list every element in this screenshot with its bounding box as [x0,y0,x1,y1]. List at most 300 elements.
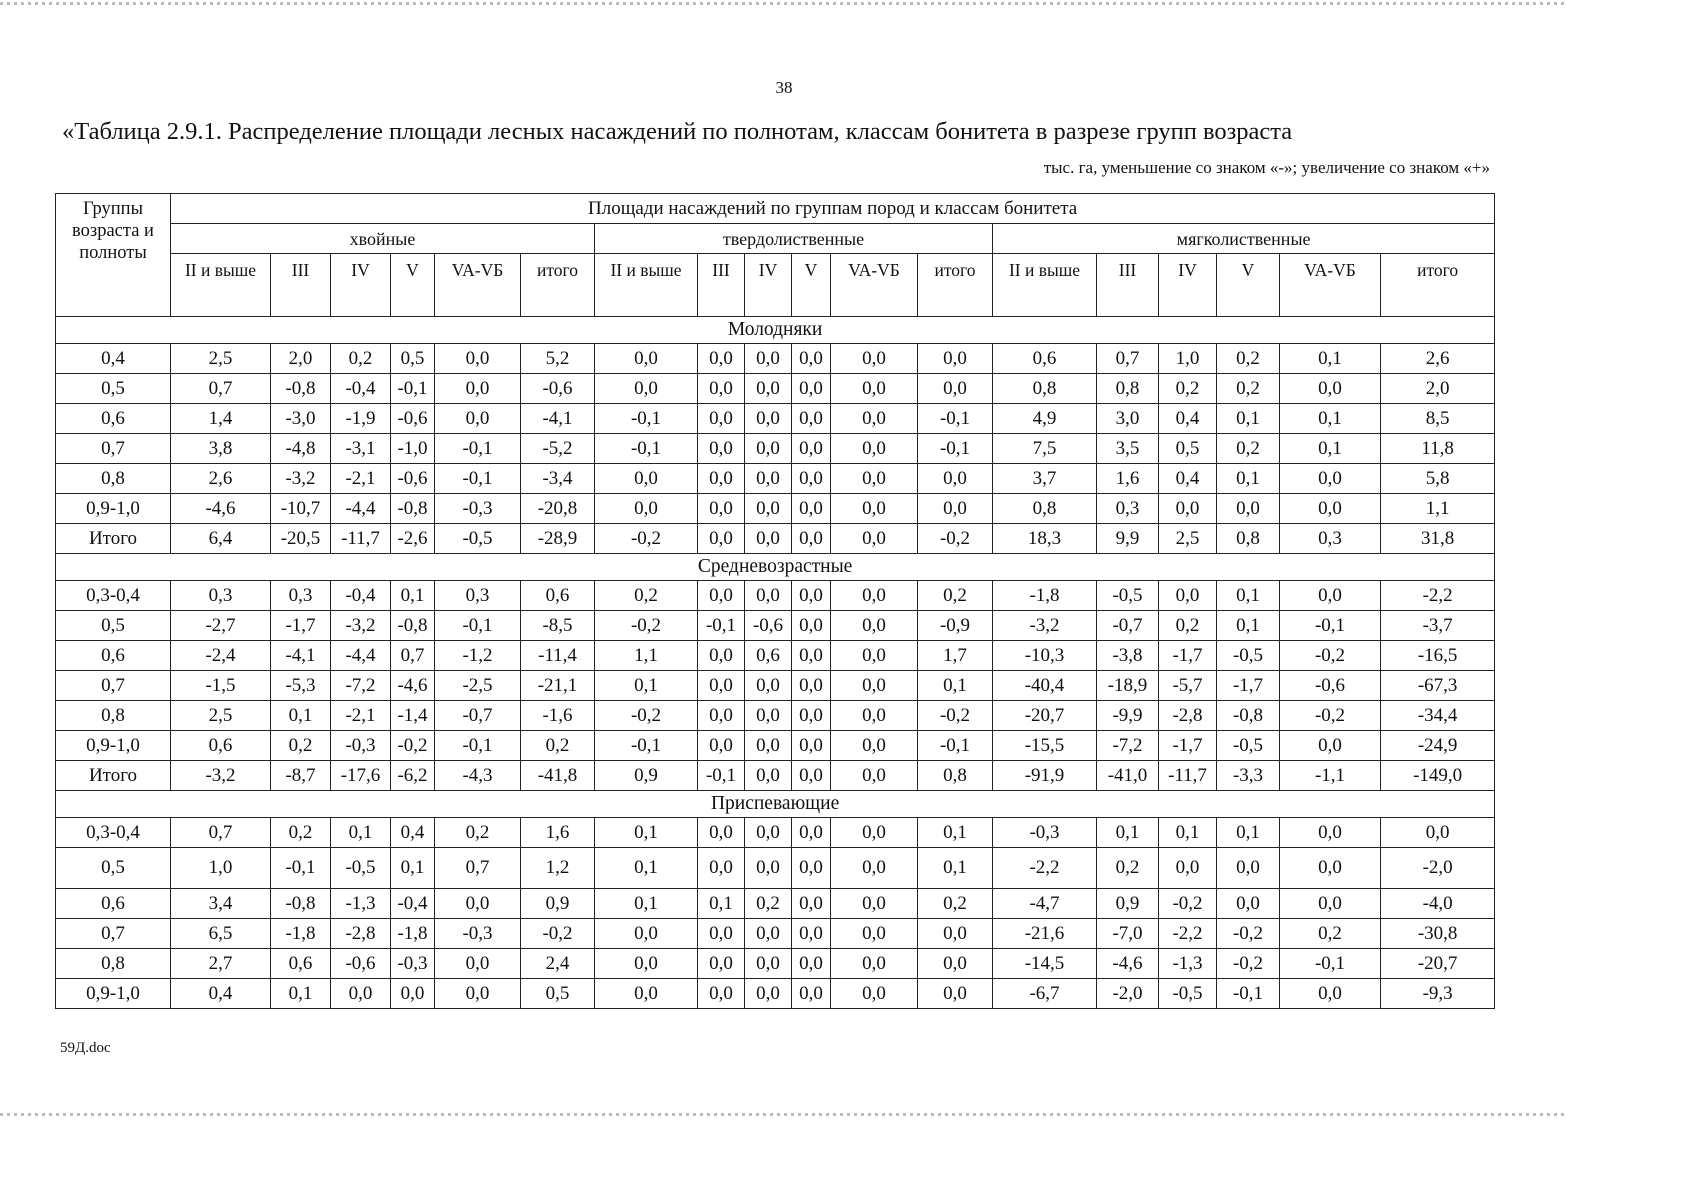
table-cell: -149,0 [1381,761,1495,791]
table-cell: 0,1 [595,848,698,889]
table-cell: -0,1 [435,731,521,761]
table-cell: 0,4 [1159,404,1217,434]
table-cell: 0,0 [595,344,698,374]
table-cell: 1,7 [918,641,993,671]
table-cell: 0,2 [918,581,993,611]
table-row [56,464,1495,494]
table-cell: -8,7 [271,761,331,791]
table-cell: 0,0 [792,464,831,494]
table-cell: 0,0 [745,701,792,731]
table-cell: -3,2 [271,464,331,494]
column-header: III [271,254,331,317]
table-cell: -0,8 [271,889,331,919]
table-cell: 0,4 [171,979,271,1009]
table-cell: 0,0 [792,581,831,611]
table-cell: -3,3 [1217,761,1280,791]
table-cell: 2,4 [521,949,595,979]
row-label: 0,3-0,4 [56,818,171,848]
table-cell: 0,0 [698,818,745,848]
table-cell: -0,2 [595,524,698,554]
table-cell: -4,4 [331,641,391,671]
table-cell: 0,1 [331,818,391,848]
table-cell: 0,5 [521,979,595,1009]
table-cell: 0,8 [993,374,1097,404]
table-cell: -0,5 [435,524,521,554]
table-cell: 0,0 [698,524,745,554]
table-cell: -5,3 [271,671,331,701]
table-cell: -41,0 [1097,761,1159,791]
table-cell: 0,2 [271,731,331,761]
table-cell: 0,0 [831,761,918,791]
table-cell: 0,0 [745,818,792,848]
table-cell: -40,4 [993,671,1097,701]
section-title: Средневозрастные [56,554,1495,581]
table-cell: 0,0 [831,641,918,671]
table-cell: 1,0 [1159,344,1217,374]
table-row [56,611,1495,641]
table-cell: 1,0 [171,848,271,889]
table-row [56,919,1495,949]
table-cell: 0,0 [1280,581,1381,611]
table-cell: 0,0 [831,919,918,949]
table-row [56,949,1495,979]
table-cell: 0,0 [831,611,918,641]
table-cell: 0,1 [271,701,331,731]
table-cell: 0,2 [1159,374,1217,404]
table-cell: -2,1 [331,701,391,731]
table-cell: -0,1 [1280,949,1381,979]
table-cell: 0,0 [792,701,831,731]
table-cell: 0,1 [918,671,993,701]
table-cell: 1,6 [1097,464,1159,494]
table-cell: 31,8 [1381,524,1495,554]
table-cell: -34,4 [1381,701,1495,731]
table-cell: -28,9 [521,524,595,554]
table-cell: 0,0 [1159,494,1217,524]
table-title: «Таблица 2.9.1. Распределение площади лесных насаждений по полнотам, классам бонитета в разрезе групп возраста [62,118,1293,145]
table-cell: -0,1 [1280,611,1381,641]
table-cell: 0,0 [745,979,792,1009]
table-cell: -0,6 [1280,671,1381,701]
table-cell: -0,9 [918,611,993,641]
table-cell: -3,4 [521,464,595,494]
table-cell: 0,1 [1097,818,1159,848]
table-cell: 0,1 [918,818,993,848]
table-cell: -20,7 [1381,949,1495,979]
column-header: итого [918,254,993,317]
table-cell: -0,3 [331,731,391,761]
table-cell: -3,8 [1097,641,1159,671]
table-cell: 1,6 [521,818,595,848]
table-cell: 18,3 [993,524,1097,554]
table-cell: 0,8 [1217,524,1280,554]
table-cell: -1,6 [521,701,595,731]
table-cell: 4,9 [993,404,1097,434]
table-cell: 0,0 [595,464,698,494]
table-cell: -1,1 [1280,761,1381,791]
table-cell: -0,2 [595,611,698,641]
table-cell: -0,6 [521,374,595,404]
table-cell: -5,2 [521,434,595,464]
table-cell: 0,0 [745,374,792,404]
table-cell: 0,0 [831,731,918,761]
table-cell: 0,2 [435,818,521,848]
table-cell: -0,8 [271,374,331,404]
table-cell: 0,2 [521,731,595,761]
table-cell: 0,2 [1280,919,1381,949]
table-cell: 0,0 [698,671,745,701]
section-title: Молодняки [56,317,1495,344]
table-cell: 0,0 [792,611,831,641]
table-cell: 0,0 [435,949,521,979]
table-cell: -0,5 [1217,641,1280,671]
column-header: VA-VБ [1280,254,1381,317]
row-label: 0,8 [56,464,171,494]
table-row [56,434,1495,464]
table-cell: -2,4 [171,641,271,671]
table-cell: 0,0 [831,701,918,731]
table-cell: -0,1 [1217,979,1280,1009]
table-cell: 0,0 [792,818,831,848]
table-cell: 0,0 [792,434,831,464]
table-row [56,641,1495,671]
table-cell: 0,0 [745,434,792,464]
table-cell: -2,0 [1381,848,1495,889]
table-cell: 0,2 [1097,848,1159,889]
table-cell: 0,0 [745,671,792,701]
table-cell: -0,3 [435,494,521,524]
row-label: 0,6 [56,641,171,671]
table-cell: -3,0 [271,404,331,434]
row-label: 0,8 [56,701,171,731]
table-cell: 0,2 [1217,434,1280,464]
table-cell: 0,0 [435,889,521,919]
table-cell: -2,8 [1159,701,1217,731]
table-cell: -3,2 [993,611,1097,641]
table-cell: -0,1 [595,404,698,434]
table-cell: 0,0 [792,979,831,1009]
table-cell: 1,1 [1381,494,1495,524]
table-cell: -0,1 [391,374,435,404]
table-cell: 0,0 [831,374,918,404]
row-label: Итого [56,761,171,791]
unit-note: тыс. га, уменьшение со знаком «-»; увеличение со знаком «+» [1043,158,1490,177]
table-cell: -0,6 [331,949,391,979]
table-cell: -4,1 [521,404,595,434]
column-header: VA-VБ [435,254,521,317]
table-cell: -1,3 [1159,949,1217,979]
table-cell: 0,0 [745,344,792,374]
table-body [56,194,1495,1009]
section-row [56,791,1495,818]
table-cell: 0,1 [698,889,745,919]
table-cell: 0,0 [792,344,831,374]
table-cell: -0,1 [595,434,698,464]
table-cell: 0,7 [435,848,521,889]
column-header: итого [1381,254,1495,317]
column-header: III [698,254,745,317]
table-cell: 3,8 [171,434,271,464]
table-cell: 0,1 [1217,611,1280,641]
table-row [56,344,1495,374]
table-cell: 0,0 [595,374,698,404]
table-cell: -0,2 [1280,641,1381,671]
table-cell: 2,6 [171,464,271,494]
table-cell: 0,1 [391,581,435,611]
table-row [56,731,1495,761]
table-cell: 0,0 [792,919,831,949]
table-cell: 0,0 [595,919,698,949]
table-cell: 0,4 [391,818,435,848]
table-cell: 0,1 [1159,818,1217,848]
table-cell: 3,7 [993,464,1097,494]
table-cell: 2,0 [271,344,331,374]
table-cell: -2,5 [435,671,521,701]
table-cell: -20,7 [993,701,1097,731]
table-cell: 2,0 [1381,374,1495,404]
table-cell: -4,3 [435,761,521,791]
table-cell: -2,1 [331,464,391,494]
column-header: IV [1159,254,1217,317]
table-cell: 0,0 [831,494,918,524]
table-cell: 0,6 [271,949,331,979]
table-cell: 0,1 [595,671,698,701]
table-cell: -9,9 [1097,701,1159,731]
row-label: 0,9-1,0 [56,979,171,1009]
table-cell: 0,2 [1159,611,1217,641]
table-cell: -0,3 [391,949,435,979]
table-row [56,889,1495,919]
group-header-softwood: мягколиственные [993,224,1495,254]
table-cell: 0,0 [331,979,391,1009]
table-cell: -0,6 [391,464,435,494]
table-cell: 0,0 [831,524,918,554]
table-cell: 0,0 [831,581,918,611]
table-cell: 0,0 [698,494,745,524]
footer-filename: 59Д.doc [60,1040,111,1056]
table-cell: -0,1 [435,611,521,641]
column-header: II и выше [595,254,698,317]
column-header: II и выше [171,254,271,317]
table-cell: 0,0 [745,464,792,494]
table-cell: -41,8 [521,761,595,791]
table-cell: 0,0 [792,374,831,404]
table-cell: 0,2 [271,818,331,848]
table-cell: 0,0 [745,949,792,979]
table-cell: -4,0 [1381,889,1495,919]
table-cell: -0,7 [435,701,521,731]
table-cell: -1,5 [171,671,271,701]
table-cell: 0,0 [831,671,918,701]
table-cell: 2,5 [1159,524,1217,554]
table-cell: 0,6 [171,731,271,761]
table-cell: -5,7 [1159,671,1217,701]
table-cell: -0,2 [1217,919,1280,949]
table-cell: 0,7 [171,374,271,404]
table-cell: -4,6 [1097,949,1159,979]
table-cell: -20,8 [521,494,595,524]
group-header-hardwood: твердолиственные [595,224,993,254]
table-cell: -0,5 [1159,979,1217,1009]
table-cell: 0,9 [595,761,698,791]
table-cell: 0,0 [698,464,745,494]
table-cell: -20,5 [271,524,331,554]
column-header: IV [745,254,792,317]
table-cell: -3,2 [331,611,391,641]
row-label: Итого [56,524,171,554]
table-cell: -10,7 [271,494,331,524]
table-cell: 2,5 [171,701,271,731]
row-label: 0,9-1,0 [56,494,171,524]
table-cell: 0,7 [171,818,271,848]
table-cell: 0,0 [831,818,918,848]
data-table [55,193,1495,1009]
table-cell: 0,0 [698,404,745,434]
table-cell: 0,0 [792,761,831,791]
table-cell: 0,0 [831,434,918,464]
table-cell: 0,0 [1217,494,1280,524]
table-cell: -7,2 [1097,731,1159,761]
table-cell: 0,0 [918,344,993,374]
row-label: 0,5 [56,611,171,641]
table-cell: 0,2 [1217,374,1280,404]
table-cell: -16,5 [1381,641,1495,671]
table-cell: -0,1 [918,404,993,434]
table-cell: 0,0 [831,889,918,919]
table-cell: -0,1 [435,434,521,464]
section-row [56,317,1495,344]
table-cell: 0,9 [521,889,595,919]
table-cell: 0,0 [1280,494,1381,524]
table-cell: -1,9 [331,404,391,434]
table-cell: 0,0 [792,404,831,434]
table-cell: -1,0 [391,434,435,464]
table-cell: -2,0 [1097,979,1159,1009]
table-cell: -0,1 [918,731,993,761]
row-label: 0,4 [56,344,171,374]
table-cell: 0,0 [1280,979,1381,1009]
table-cell: -1,4 [391,701,435,731]
table-cell: 0,1 [391,848,435,889]
table-cell: -2,2 [1159,919,1217,949]
table-cell: 0,0 [698,581,745,611]
table-cell: 0,0 [698,949,745,979]
table-cell: 8,5 [1381,404,1495,434]
table-cell: -8,5 [521,611,595,641]
table-cell: 1,1 [595,641,698,671]
table-cell: 11,8 [1381,434,1495,464]
table-cell: 0,0 [1159,581,1217,611]
table-cell: -0,1 [435,464,521,494]
table-cell: 0,0 [918,949,993,979]
table-cell: -0,8 [391,494,435,524]
table-cell: -4,1 [271,641,331,671]
section-row [56,554,1495,581]
column-header: итого [521,254,595,317]
table-row [56,524,1495,554]
table-cell: 0,0 [792,731,831,761]
table-cell: 0,1 [1217,404,1280,434]
table-cell: 0,0 [1280,889,1381,919]
table-cell: 0,1 [1280,434,1381,464]
row-label: 0,7 [56,434,171,464]
table-cell: 0,3 [1280,524,1381,554]
table-cell: 0,0 [792,949,831,979]
table-cell: 0,0 [1280,374,1381,404]
table-cell: 0,2 [745,889,792,919]
table-cell: 6,5 [171,919,271,949]
table-cell: -9,3 [1381,979,1495,1009]
table-cell: 5,8 [1381,464,1495,494]
table-cell: 0,0 [792,641,831,671]
row-label: 0,7 [56,919,171,949]
table-cell: 0,6 [521,581,595,611]
table-cell: 0,0 [391,979,435,1009]
table-cell: 0,3 [1097,494,1159,524]
table-row [56,404,1495,434]
column-header: V [1217,254,1280,317]
table-cell: -0,3 [435,919,521,949]
table-cell: -2,8 [331,919,391,949]
table-row [56,671,1495,701]
column-header: II и выше [993,254,1097,317]
table-cell: 0,0 [918,464,993,494]
table-cell: -0,3 [993,818,1097,848]
table-cell: 0,1 [595,889,698,919]
row-label: 0,5 [56,848,171,889]
table-cell: 0,0 [698,919,745,949]
table-cell: -0,2 [1280,701,1381,731]
table-row [56,848,1495,889]
table-cell: 0,6 [993,344,1097,374]
table-cell: -7,0 [1097,919,1159,949]
table-cell: 0,0 [698,374,745,404]
table-cell: 0,2 [331,344,391,374]
table-cell: 0,0 [1381,818,1495,848]
table-cell: -1,7 [1159,641,1217,671]
table-cell: -6,7 [993,979,1097,1009]
table-cell: 0,0 [745,524,792,554]
row-label: 0,7 [56,671,171,701]
column-header: V [792,254,831,317]
table-cell: 0,0 [792,671,831,701]
table-cell: -0,2 [918,524,993,554]
column-header: IV [331,254,391,317]
row-label: 0,6 [56,404,171,434]
table-cell: -0,4 [391,889,435,919]
table-cell: -30,8 [1381,919,1495,949]
table-cell: 0,1 [1217,818,1280,848]
table-cell: -0,5 [1217,731,1280,761]
table-cell: 0,3 [171,581,271,611]
table-cell: 0,8 [918,761,993,791]
table-cell: 0,8 [993,494,1097,524]
table-cell: 0,2 [1217,344,1280,374]
table-cell: 0,3 [435,581,521,611]
row-label: 0,8 [56,949,171,979]
table-cell: 0,0 [698,848,745,889]
table-cell: -1,7 [271,611,331,641]
table-cell: -14,5 [993,949,1097,979]
table-cell: 0,0 [831,344,918,374]
table-cell: 0,0 [1280,848,1381,889]
table-cell: 0,0 [1217,848,1280,889]
table-cell: 0,0 [918,494,993,524]
table-cell: 0,0 [918,919,993,949]
table-cell: 0,0 [698,434,745,464]
table-row [56,494,1495,524]
table-cell: 9,9 [1097,524,1159,554]
